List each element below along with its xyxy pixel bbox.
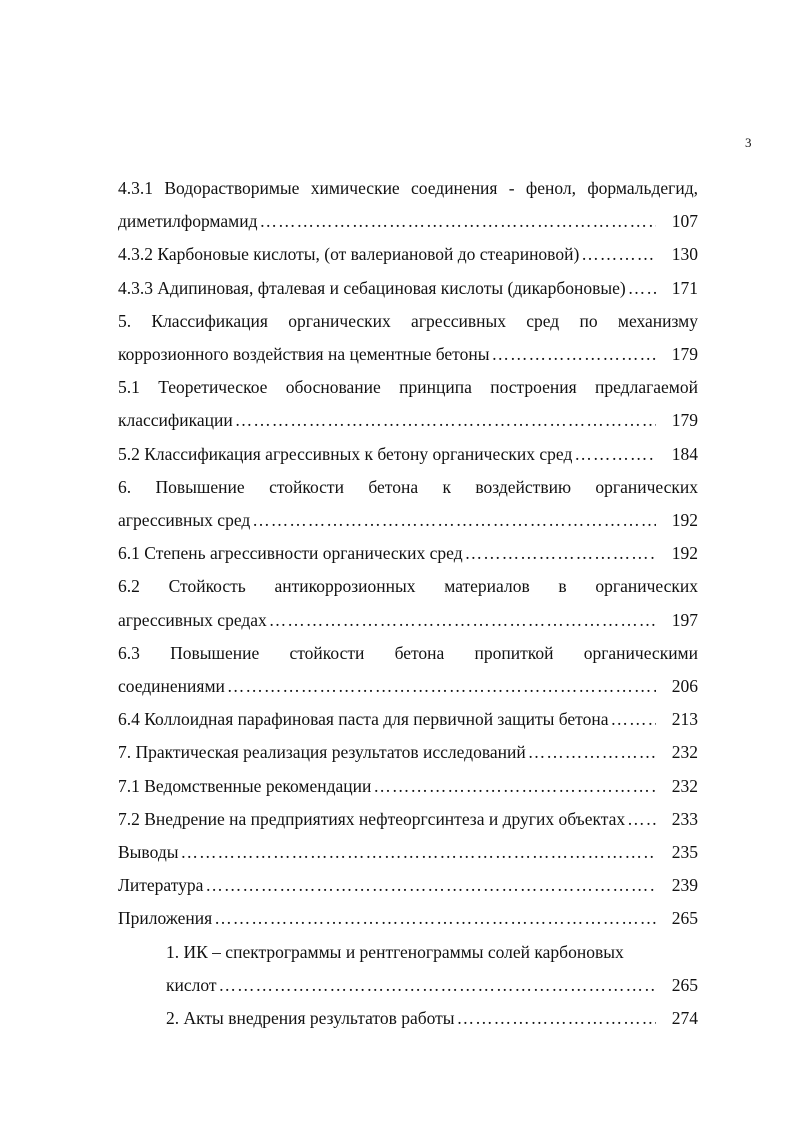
- toc-entry-title: 7.2 Внедрение на предприятиях нефтеоргсинтеза и других объектах: [118, 808, 626, 829]
- toc-entry-title: 5.2 Классификация агрессивных к бетону органических сред: [118, 443, 573, 464]
- toc-entry: [118, 803, 698, 836]
- dot-leader: [260, 205, 657, 238]
- toc-entry-title: 4.3.3 Адипиновая, фталевая и себациновая кислоты (дикарбоновые): [118, 277, 626, 298]
- toc-entry-page: 233: [671, 808, 698, 829]
- toc-entry-page: 265: [671, 908, 698, 929]
- dot-leader: [457, 1002, 656, 1035]
- toc-entry: [118, 504, 698, 537]
- toc-entry-title: 6.4 Коллоидная парафиновая паста для первичной защиты бетона: [118, 709, 609, 730]
- toc-entry: [118, 969, 698, 1002]
- dot-leader: [252, 504, 656, 537]
- toc-entry-title: коррозионного воздействия на цементные бетоны: [118, 344, 490, 365]
- dot-leader: [269, 604, 656, 637]
- toc-entry-page: 179: [671, 410, 698, 431]
- toc-entry: [118, 902, 698, 935]
- toc-entry: [118, 736, 698, 769]
- toc-entry: [118, 836, 698, 869]
- toc-entry-page: 232: [671, 775, 698, 796]
- toc-line: 1. ИК – спектрограммы и рентгенограммы солей карбоновых: [166, 941, 624, 962]
- toc-entry-page: 179: [671, 344, 698, 365]
- dot-leader: [219, 969, 656, 1002]
- toc-entry: [118, 869, 698, 902]
- toc-entry: [118, 703, 698, 736]
- toc-entry-title: кислот: [166, 974, 217, 995]
- toc-entry: [118, 272, 698, 305]
- toc-entry-page: 265: [671, 974, 698, 995]
- toc-entry-page: 171: [671, 277, 698, 298]
- toc-entry-page: 197: [671, 609, 698, 630]
- toc-entry: [118, 338, 698, 371]
- toc-entry-title: Выводы: [118, 842, 179, 863]
- toc-entry-page: 184: [671, 443, 698, 464]
- toc-entry-page: 206: [671, 676, 698, 697]
- toc-entry-title: 7. Практическая реализация результатов исследований: [118, 742, 526, 763]
- dot-leader: [227, 670, 656, 703]
- toc-entry-page: 213: [671, 709, 698, 730]
- toc-line: 5. Классификация органических агрессивных сред по механизму: [118, 310, 698, 331]
- toc-entry: [118, 604, 698, 637]
- toc-line: 4.3.1 Водорастворимые химические соединения - фенол, формальдегид,: [118, 178, 698, 198]
- toc-entry-title: 4.3.2 Карбоновые кислоты, (от валериановой до стеариновой): [118, 244, 580, 265]
- toc-entry-title: Приложения: [118, 908, 213, 929]
- toc-entry: [118, 205, 698, 238]
- toc-entry-title: агрессивных средах: [118, 609, 267, 630]
- dot-leader: [581, 238, 656, 271]
- dot-leader: [235, 404, 656, 437]
- toc-line: 6. Повышение стойкости бетона к воздействию органических: [118, 476, 698, 497]
- dot-leader: [610, 703, 656, 736]
- toc-entry-page: 232: [671, 742, 698, 763]
- toc-entry-title: 2. Акты внедрения результатов работы: [166, 1008, 455, 1029]
- toc-entry: [118, 537, 698, 570]
- toc-entry-title: классификации: [118, 410, 233, 431]
- toc-entry-page: 192: [671, 543, 698, 564]
- toc-entry-title: соединениями: [118, 676, 225, 697]
- page-number: 3: [745, 135, 752, 150]
- toc-entry-title: Литература: [118, 875, 204, 896]
- toc-entry-page: 107: [671, 211, 698, 232]
- toc-entry-page: 239: [671, 875, 698, 896]
- toc-entry-page: 274: [671, 1008, 698, 1029]
- dot-leader: [214, 902, 656, 935]
- dot-leader: [205, 869, 656, 902]
- dot-leader: [574, 438, 656, 471]
- dot-leader: [491, 338, 656, 371]
- toc-entry-page: 235: [671, 842, 698, 863]
- toc-line: 5.1 Теоретическое обоснование принципа построения предлагаемой: [118, 377, 698, 398]
- dot-leader: [180, 836, 656, 869]
- toc-entry-page: 130: [671, 244, 698, 265]
- dot-leader: [528, 736, 656, 769]
- toc-entry: [118, 438, 698, 471]
- table-of-contents: [118, 172, 698, 1035]
- dot-leader: [628, 272, 656, 305]
- toc-entry-title: агрессивных сред: [118, 510, 251, 531]
- toc-entry: [118, 404, 698, 437]
- toc-entry-title: 6.1 Степень агрессивности органических сред: [118, 543, 463, 564]
- dot-leader: [373, 770, 656, 803]
- toc-line: 6.2 Стойкость антикоррозионных материалов в органических: [118, 576, 698, 597]
- dot-leader: [627, 803, 656, 836]
- toc-entry: [118, 770, 698, 803]
- toc-line: 6.3 Повышение стойкости бетона пропиткой органическими: [118, 642, 698, 663]
- toc-entry: [118, 670, 698, 703]
- dot-leader: [465, 537, 656, 570]
- toc-entry: [118, 1002, 698, 1035]
- toc-entry-title: 7.1 Ведомственные рекомендации: [118, 775, 372, 796]
- toc-entry: [118, 238, 698, 271]
- toc-entry-title: диметилформамид: [118, 211, 258, 232]
- toc-entry-page: 192: [671, 510, 698, 531]
